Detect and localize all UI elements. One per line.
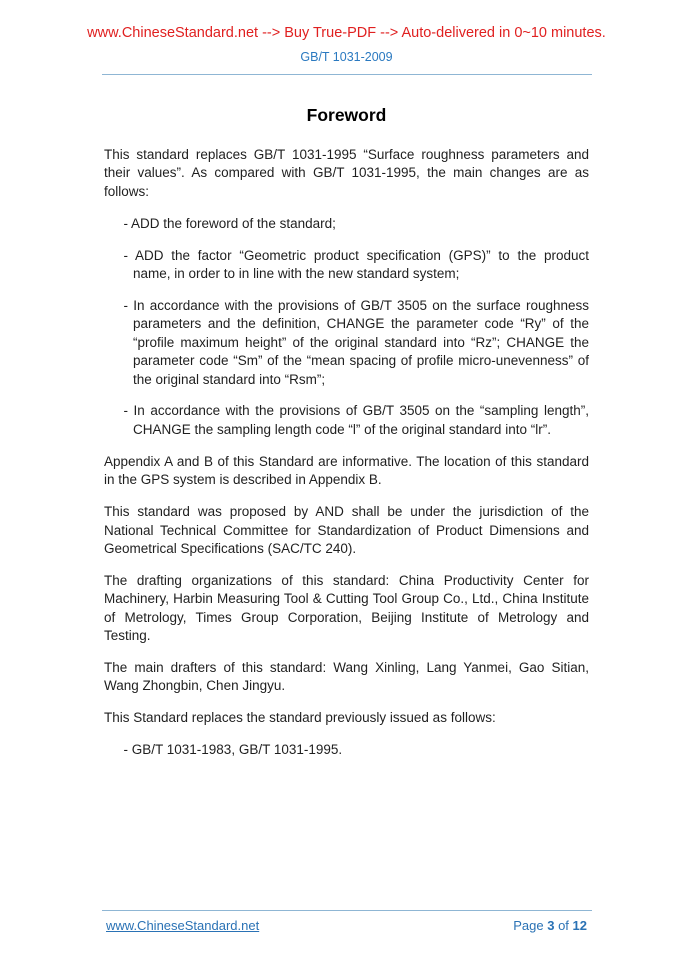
foreword-paragraph: Appendix A and B of this Standard are informative. The location of this standard in the GPS system is described in Appendix B.	[104, 453, 589, 488]
page-header	[0, 25, 693, 75]
page-title: Foreword	[306, 105, 387, 125]
page-label: Page	[513, 918, 544, 933]
foreword-paragraph: This standard was proposed by AND shall be under the jurisdiction of the National Technical Committee for Standardization of Product Dimensions and Geometrical Specifications (SAC/TC 240).	[104, 504, 589, 556]
site-link[interactable]: www.ChineseStandard.net	[106, 918, 260, 933]
foreword-bullet: - ADD the factor “Geometric product specification (GPS)” to the product name, in order to in line with the new standard system;	[123, 247, 589, 282]
foreword-paragraph: This standard replaces GB/T 1031-1995 “Surface roughness parameters and their values”. As compared with GB/T 1031-1995, the main changes are as follows:	[104, 147, 589, 199]
header-divider	[102, 74, 592, 75]
promo-banner: www.ChineseStandard.net --> Buy True-PDF --> Auto-delivered in 0~10 minutes.	[87, 25, 606, 41]
page-footer	[0, 910, 693, 934]
page-total: 12	[572, 918, 587, 933]
page-of-label: of	[558, 918, 569, 933]
page-current: 3	[547, 918, 555, 933]
foreword-paragraph: This Standard replaces the standard previously issued as follows:	[104, 710, 496, 726]
footer-divider	[102, 910, 592, 911]
foreword-paragraph: The main drafters of this standard: Wang Xinling, Lang Yanmei, Gao Sitian, Wang Zhongbin, Chen Jingyu.	[104, 659, 589, 694]
foreword-bullet: - ADD the foreword of the standard;	[123, 215, 336, 231]
foreword-bullet: - In accordance with the provisions of GB/T 3505 on the surface roughness parameters and the definition, CHANGE the parameter code “Ry” of the “profile maximum height” of the original standard into “Rz”; CHANGE the parameter code “Sm” of the “mean spacing of profile micro-unevenness” of the original standard into “Rsm”;	[123, 297, 589, 387]
foreword-bullet: - GB/T 1031-1983, GB/T 1031-1995.	[123, 742, 343, 758]
document-number: GB/T 1031-2009	[300, 50, 393, 64]
footer-row	[0, 917, 693, 934]
page-number	[513, 917, 587, 934]
foreword-bullet: - In accordance with the provisions of GB/T 3505 on the “sampling length”, CHANGE the sampling length code “l” of the original standard into “lr”.	[123, 403, 589, 437]
foreword-body	[104, 146, 589, 760]
foreword-paragraph: The drafting organizations of this standard: China Productivity Center for Machinery, Harbin Measuring Tool & Cutting Tool Group Co., Ltd., China Institute of Metrology, Times Group Corporation, Beijing Institute of Metrology and Testing.	[104, 572, 589, 644]
